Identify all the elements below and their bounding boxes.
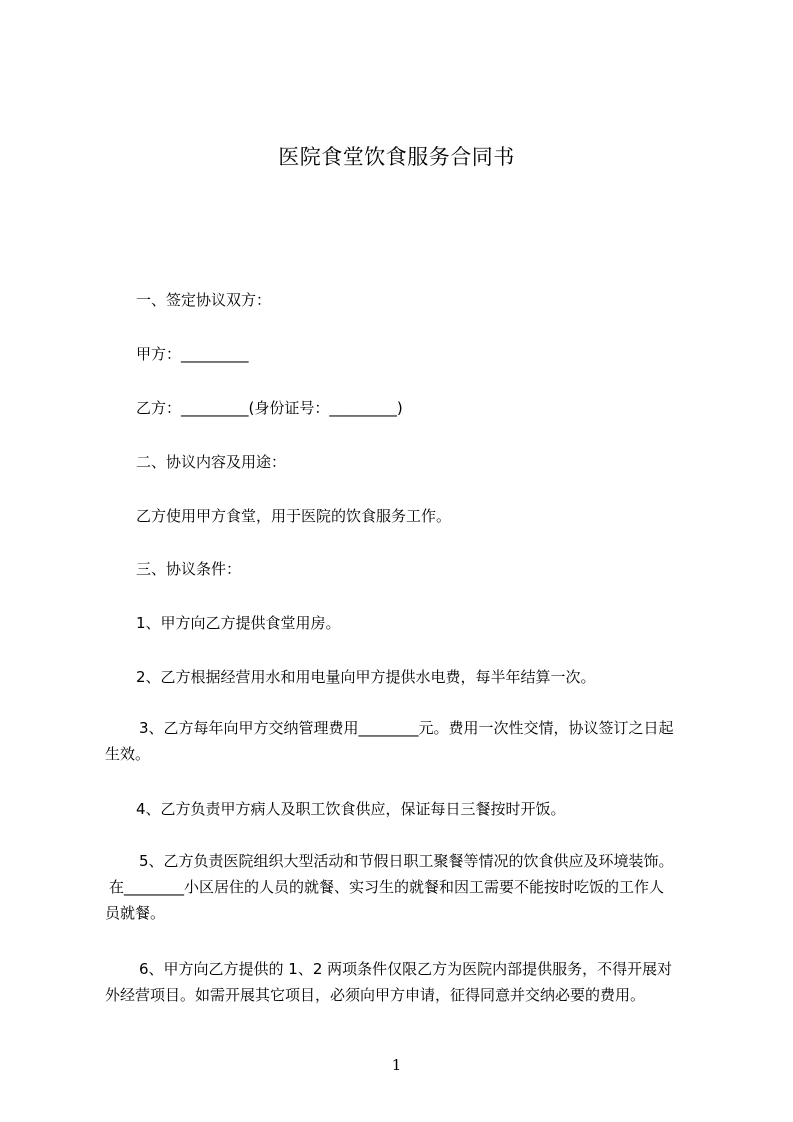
clause-6: [105, 956, 717, 1008]
clause-5-line-3: 员就餐。: [105, 904, 166, 922]
clause-3-line-1: 3、乙方每年向甲方交纳管理费用________元。费用一次性交情，协议签订之日起: [139, 719, 674, 737]
section2-heading: 二、协议内容及用途：: [136, 453, 287, 471]
clause-2: 2、乙方根据经营用水和用电量向甲方提供水电费，每半年结算一次。: [136, 668, 596, 686]
section1-heading: 一、签定协议双方：: [136, 291, 272, 309]
clause-6-line-1: 6、甲方向乙方提供的 1、2 两项条件仅限乙方为医院内部提供服务，不得开展对: [139, 960, 673, 978]
clause-4: 4、乙方负责甲方病人及职工饮食供应，保证每日三餐按时开饭。: [136, 800, 566, 818]
party-a-line: 甲方：_________: [136, 345, 249, 363]
clause-3: [105, 715, 717, 767]
document-title: 医院食堂饮食服务合同书: [278, 145, 515, 169]
clause-3-line-2: 生效。: [105, 745, 151, 763]
page-number: 1: [391, 1056, 402, 1074]
clause-5: [105, 848, 717, 926]
clause-1: 1、甲方向乙方提供食堂用房。: [136, 614, 341, 632]
clause-6-line-2: 外经营项目。如需开展其它项目，必须向甲方申请，征得同意并交纳必要的费用。: [105, 986, 646, 1004]
party-b-line: 乙方：_________(身份证号：_________): [136, 399, 403, 417]
section2-body: 乙方使用甲方食堂，用于医院的饮食服务工作。: [136, 507, 452, 525]
section3-heading: 三、协议条件：: [136, 560, 242, 578]
clause-5-line-2: 在________小区居住的人员的就餐、实习生的就餐和因工需要不能按时吃饭的工作人: [109, 878, 665, 896]
clause-5-line-1: 5、乙方负责医院组织大型活动和节假日职工聚餐等情况的饮食供应及环境装饰。: [139, 852, 674, 870]
